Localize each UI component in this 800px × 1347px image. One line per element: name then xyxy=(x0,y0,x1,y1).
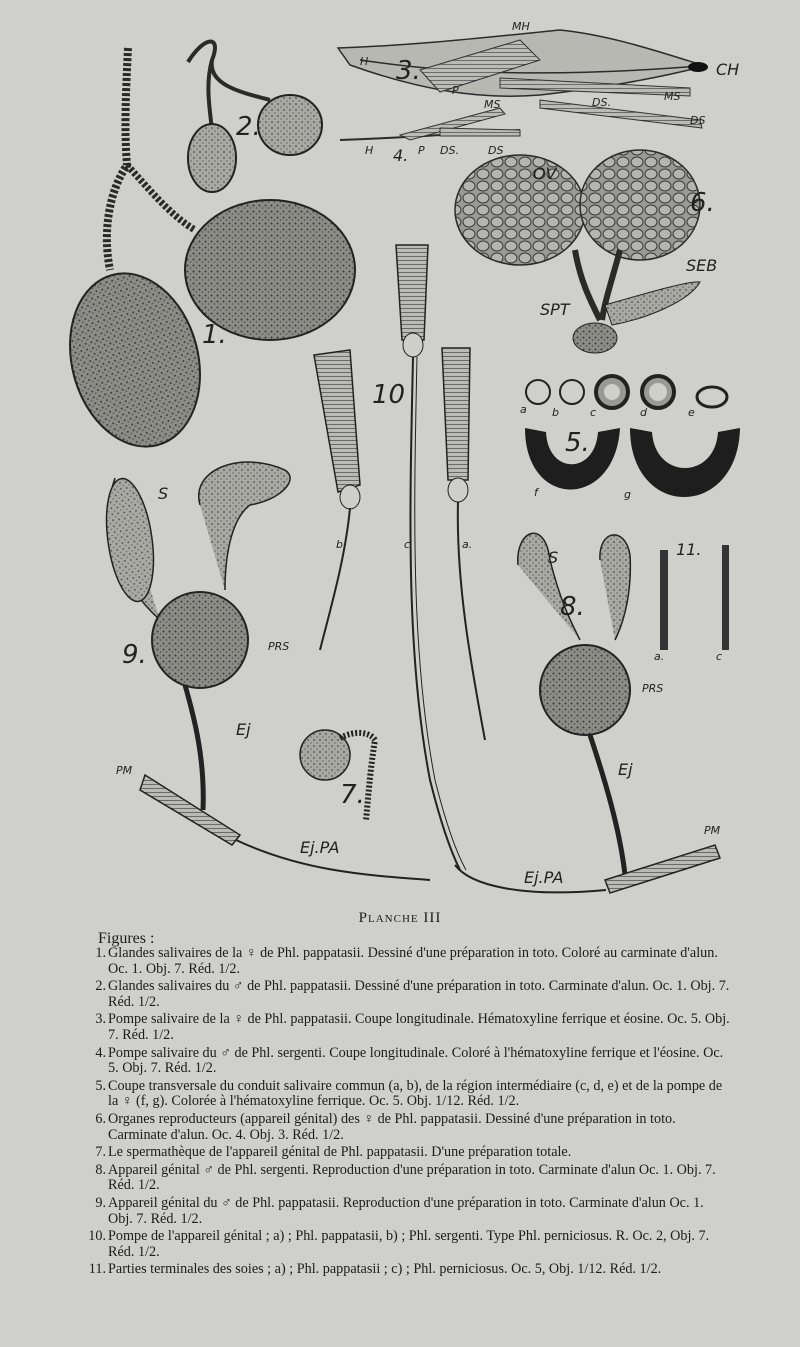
label-ds-fig3b: DS xyxy=(690,114,706,127)
label-10b: b xyxy=(336,538,343,551)
legend-number: 11. xyxy=(88,1261,106,1278)
figure-9-male-genital-apparatus xyxy=(100,462,430,880)
label-10c: c xyxy=(404,538,411,551)
label-5e: e xyxy=(688,406,695,419)
legend-text: Pompe salivaire de la ♀ de Phl. pappatasii. Coupe longitudinale. Hématoxyline ferrique et éosine. Oc. 5. Obj. 7. Réd. 1/2. xyxy=(108,1011,730,1043)
figures-heading: Figures : xyxy=(98,930,155,947)
figure-label-3: 3. xyxy=(396,56,421,86)
legend-item xyxy=(80,1262,730,1278)
figure-5-cross-sections xyxy=(525,376,740,497)
legend-number: 7. xyxy=(95,1144,106,1161)
label-5g: g xyxy=(624,488,631,501)
label-prs-fig8: PRS xyxy=(642,682,664,695)
figure-3-pump-section xyxy=(338,30,708,128)
label-5a: a xyxy=(520,403,527,416)
legend-item xyxy=(80,1112,730,1143)
legend-text: Le spermathèque de l'appareil génital de Phl. pappatasii. D'une préparation totale. xyxy=(108,1144,572,1161)
label-ms-fig3a: MS xyxy=(484,98,501,111)
legend-item xyxy=(80,979,730,1010)
legend-number: 10. xyxy=(88,1228,106,1245)
figure-label-1: 1. xyxy=(202,320,227,350)
label-h-fig4: H xyxy=(365,144,374,157)
legend-text: Glandes salivaires de la ♀ de Phl. pappatasii. Dessiné d'une préparation in toto. Coloré au carminate d'alun. Oc. 1. Obj. 7. Réd. 1/2. xyxy=(108,945,718,977)
figure-legend xyxy=(80,946,730,1280)
figure-6-female-genital-organs xyxy=(455,150,700,353)
figure-label-7: 7. xyxy=(340,780,365,810)
figure-10-genital-pumps xyxy=(314,245,485,870)
figure-8-male-genital-apparatus xyxy=(455,533,723,893)
legend-item xyxy=(80,1145,730,1161)
legend-number: 1. xyxy=(95,945,106,961)
label-mh: MH xyxy=(512,20,530,33)
legend-item xyxy=(80,1163,730,1194)
label-prs-fig9: PRS xyxy=(268,640,290,653)
legend-item xyxy=(80,1012,730,1043)
figure-label-6: 6. xyxy=(690,188,715,218)
legend-item xyxy=(80,1196,730,1227)
label-ch: CH xyxy=(716,60,740,79)
label-5d: d xyxy=(640,406,647,419)
label-11c: c xyxy=(716,650,723,663)
label-5f: f xyxy=(534,486,538,499)
legend-text: Glandes salivaires du ♂ de Phl. pappatasii. Dessiné d'une préparation in toto. Carminate d'alun. Oc. 1. Obj. 7. Réd. 1/2. xyxy=(108,978,730,1010)
legend-number: 3. xyxy=(95,1011,106,1028)
label-ej-fig8: Ej xyxy=(618,760,633,779)
label-5c: c xyxy=(590,406,597,419)
figure-label-10: 10 xyxy=(372,380,406,410)
legend-number: 2. xyxy=(95,978,106,995)
label-11a: a. xyxy=(654,650,665,663)
label-p-fig3: P xyxy=(452,84,459,97)
label-ds-fig3: DS. xyxy=(592,96,611,109)
legend-text: Coupe transversale du conduit salivaire commun (a, b), de la région intermédiaire (c, d, e) et de la pompe de la ♀ (f, g). Colorée à l'hématoxyline ferrique. Oc. 5. Obj. 1/12. Réd. 1/2. xyxy=(108,1077,723,1110)
label-ejpa-fig8: Ej.PA xyxy=(524,868,564,887)
legend-text: Appareil génital ♂ de Phl. sergenti. Reproduction d'une préparation in toto. Carminate d'alun Oc. 1. Obj. 7. Réd. 1/2. xyxy=(108,1161,716,1194)
legend-number: 6. xyxy=(95,1110,106,1127)
legend-text: Pompe de l'appareil génital ; a) ; Phl. pappatasii, b) ; Phl. sergenti. Type Phl. perniciosus. R. Oc. 2, Obj. 7. Réd. 1/2. xyxy=(108,1228,710,1260)
label-10a: a. xyxy=(462,538,473,551)
legend-text: Parties terminales des soies ; a) ; Phl. pappatasii ; c) ; Phl. perniciosus. Oc. 5, Obj. 1/12. Réd. 1/2. xyxy=(108,1261,662,1278)
legend-text: Organes reproducteurs (appareil génital) des ♀ de Phl. pappatasii. Dessiné d'une préparation in toto. Carminate d'alun. Oc. 4. Obj. 3. Réd. 1/2. xyxy=(108,1110,676,1143)
figure-11-setae-ends xyxy=(660,545,729,650)
legend-item xyxy=(80,946,730,977)
figure-label-8: 8. xyxy=(560,592,585,622)
label-s-fig9: S xyxy=(158,484,169,503)
figure-label-4: 4. xyxy=(393,146,409,165)
figure-label-11: 11. xyxy=(676,540,702,559)
label-ejpa-fig9: Ej.PA xyxy=(300,838,340,857)
label-ov: OV xyxy=(533,164,557,183)
legend-text: Appareil génital du ♂ de Phl. pappatasii. Reproduction d'une préparation in toto. Carminate d'alun Oc. 1. Obj. 7. Réd. 1/2. xyxy=(108,1194,704,1227)
figure-label-9: 9. xyxy=(122,640,147,670)
legend-number: 9. xyxy=(95,1194,106,1211)
legend-number: 4. xyxy=(95,1044,106,1061)
legend-item xyxy=(80,1046,730,1077)
label-ej-fig9: Ej xyxy=(236,720,251,739)
legend-text: Pompe salivaire du ♂ de Phl. sergenti. Coupe longitudinale. Coloré à l'hématoxyline ferrique et l'éosine. Oc. 5. Obj. 7. Réd. 1/2. xyxy=(108,1044,724,1077)
figure-4-pump-section xyxy=(340,108,520,140)
label-spt: SPT xyxy=(540,300,570,319)
label-p-fig4: P xyxy=(418,144,425,157)
legend-item xyxy=(80,1229,730,1260)
label-ds-fig4b: DS xyxy=(488,144,504,157)
label-pm-fig8: PM xyxy=(704,824,721,837)
label-ms-fig3b: MS xyxy=(664,90,681,103)
label-5b: b xyxy=(552,406,559,419)
legend-number: 8. xyxy=(95,1161,106,1178)
label-pm-fig9: PM xyxy=(116,764,133,777)
plate-title: Planche III xyxy=(358,910,442,926)
label-ds-fig4a: DS. xyxy=(440,144,459,157)
legend-number: 5. xyxy=(95,1077,106,1094)
legend-item xyxy=(80,1079,730,1110)
label-s-fig8: S xyxy=(548,548,559,567)
label-seb: SEB xyxy=(686,256,718,275)
figure-label-2: 2. xyxy=(236,112,261,142)
label-h-fig3: H xyxy=(360,55,369,68)
figure-label-5: 5. xyxy=(565,428,590,458)
